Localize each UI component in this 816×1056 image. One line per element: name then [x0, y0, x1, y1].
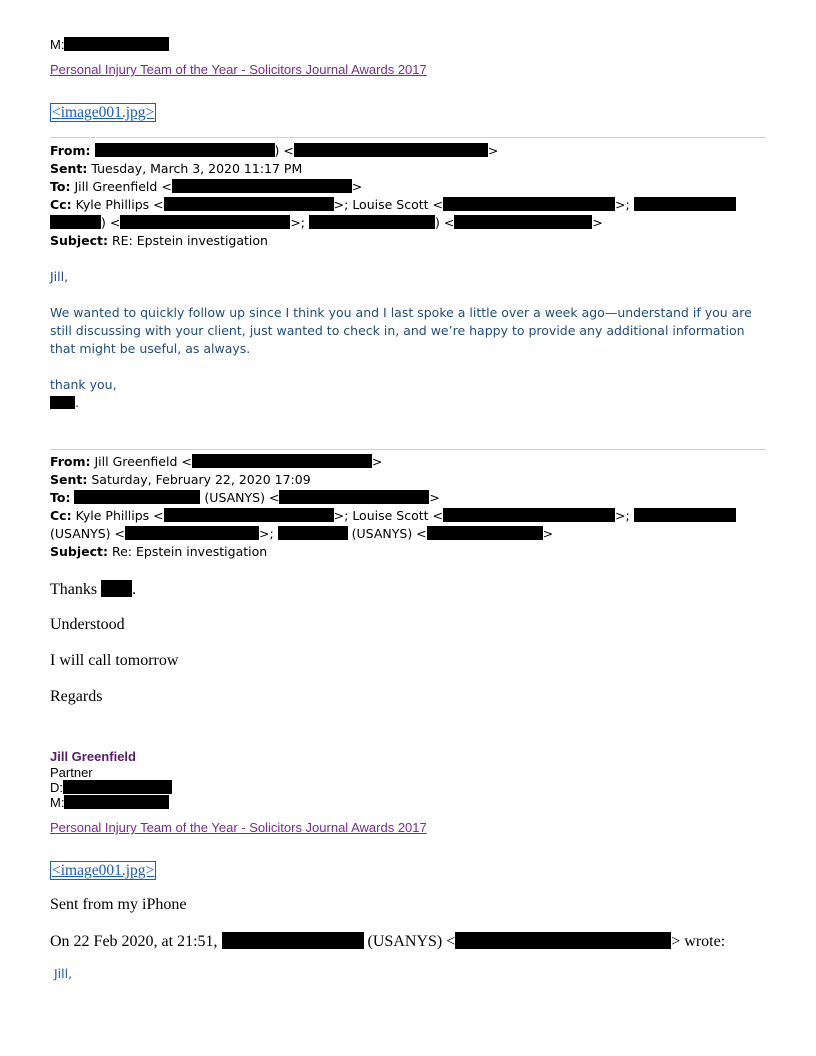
email2-line-call: I will call tomorrow — [50, 652, 179, 669]
from-label: From: — [50, 454, 91, 469]
cc-part1: Kyle Phillips < — [75, 508, 164, 523]
to-label: To: — [50, 179, 71, 194]
cc-line2-d: > — [592, 215, 603, 230]
email2-line-regards: Regards — [50, 688, 103, 705]
cc-label: Cc: — [50, 508, 72, 523]
cc-line2-c: ) < — [435, 215, 455, 230]
email1-to-line — [50, 179, 362, 194]
redaction-block — [634, 508, 736, 522]
redaction-block — [222, 932, 364, 949]
redaction-block — [634, 197, 736, 211]
image-attachment-link[interactable]: <image001.jpg> — [52, 862, 155, 879]
signature-m-line — [50, 795, 169, 810]
cc-line2-a: (USANYS) < — [50, 526, 125, 541]
redaction-block — [443, 197, 615, 211]
to-end: > — [429, 490, 440, 505]
subject-label: Subject: — [50, 544, 108, 559]
email2-subject-line — [50, 544, 267, 559]
m-label: M: — [50, 37, 65, 52]
email2-thanks — [50, 580, 136, 599]
redaction-block — [95, 143, 275, 157]
to-label: To: — [50, 490, 71, 505]
subject-label: Subject: — [50, 233, 108, 248]
email1-cc-line — [50, 197, 736, 212]
sent-label: Sent: — [50, 161, 88, 176]
signature-title: Partner — [50, 765, 93, 780]
redaction-block — [120, 215, 290, 229]
email2-sent-line — [50, 472, 311, 487]
redaction-block — [172, 179, 352, 193]
signature-image-placeholder — [50, 862, 156, 880]
to-mid: (USANYS) < — [204, 490, 280, 505]
redaction-block — [192, 454, 372, 468]
email1-sent-line — [50, 161, 302, 176]
email1-body: We wanted to quickly follow up since I think you and I last spoke a little over a week ago—understand if you are still discussing with your client, just wanted to check in, and we’re happy to provide any additional information that might be useful, as always. — [50, 305, 752, 356]
redaction-block — [125, 526, 259, 540]
subject-value: RE: Epstein investigation — [111, 233, 268, 248]
divider — [50, 137, 766, 138]
redaction-block — [279, 490, 429, 504]
redaction-block — [101, 580, 132, 597]
redaction-block — [443, 508, 615, 522]
quoted-greeting: Jill, — [54, 966, 73, 981]
email1-greeting: Jill, — [50, 269, 69, 284]
email1-subject-line — [50, 233, 268, 248]
redaction-block — [164, 508, 334, 522]
signature-award-line — [50, 820, 427, 835]
thanks-dot: . — [132, 581, 137, 598]
quoted-mid: (USANYS) < — [367, 933, 456, 950]
cc-line2-c: (USANYS) < — [351, 526, 427, 541]
signoff-dot: . — [75, 395, 79, 410]
redaction-block — [50, 215, 101, 229]
sent-value: Saturday, February 22, 2020 17:09 — [91, 472, 311, 487]
award-link[interactable]: Personal Injury Team of the Year - Solicitors Journal Awards 2017 — [50, 62, 427, 77]
redaction-block — [50, 396, 75, 409]
email2-to-line — [50, 490, 440, 505]
email2-line-understood: Understood — [50, 616, 125, 633]
sent-value: Tuesday, March 3, 2020 11:17 PM — [91, 161, 303, 176]
redaction-block — [74, 490, 200, 504]
quoted-prefix: On 22 Feb 2020, at 21:51, — [50, 933, 218, 950]
divider — [50, 449, 766, 450]
award-link[interactable]: Personal Injury Team of the Year - Solicitors Journal Awards 2017 — [50, 820, 427, 835]
cc-part2: >; Louise Scott < — [333, 197, 443, 212]
email2-cc-line — [50, 508, 736, 523]
d-label: D: — [50, 780, 63, 795]
to-value: Jill Greenfield < — [74, 179, 172, 194]
cc-part3: >; — [614, 508, 630, 523]
image-attachment-link[interactable]: <image001.jpg> — [52, 104, 155, 121]
thanks-text: Thanks — [50, 581, 98, 598]
from-suffix: ) < — [274, 143, 294, 158]
cc-part1: Kyle Phillips < — [75, 197, 164, 212]
redaction-block — [294, 143, 488, 157]
from-label: From: — [50, 143, 91, 158]
email2-cc-line2 — [50, 526, 553, 541]
redaction-block — [454, 215, 592, 229]
signature-d-line — [50, 780, 172, 795]
redaction-block — [455, 932, 671, 949]
email2-from-line — [50, 454, 382, 469]
top-award-line — [50, 62, 427, 77]
signature-name: Jill Greenfield — [50, 749, 136, 764]
redaction-block — [64, 37, 169, 51]
cc-part3: >; — [614, 197, 630, 212]
from-value: Jill Greenfield < — [94, 454, 192, 469]
redaction-block — [427, 526, 543, 540]
cc-part2: >; Louise Scott < — [333, 508, 443, 523]
subject-value: Re: Epstein investigation — [111, 544, 268, 559]
m-label: M: — [50, 795, 65, 810]
sent-from-iphone: Sent from my iPhone — [50, 896, 187, 913]
email1-signoff — [50, 394, 79, 412]
redaction-block — [64, 795, 169, 809]
cc-line2-d: > — [542, 526, 554, 541]
redaction-block — [164, 197, 334, 211]
email1-from-line — [50, 143, 498, 158]
redaction-block — [309, 215, 435, 229]
redaction-block — [63, 780, 172, 794]
cc-label: Cc: — [50, 197, 72, 212]
cc-line2-b: >; — [290, 215, 306, 230]
from-end: > — [487, 143, 499, 158]
email1-closing: thank you, — [50, 377, 117, 392]
to-end: > — [351, 179, 363, 194]
top-m-line — [50, 37, 169, 52]
cc-line2-b: >; — [259, 526, 274, 541]
redaction-block — [278, 526, 348, 540]
sent-label: Sent: — [50, 472, 88, 487]
email1-cc-line2 — [50, 215, 603, 230]
quoted-suffix: > wrote: — [671, 933, 726, 950]
cc-line2-a: ) < — [101, 215, 121, 230]
from-end: > — [371, 454, 383, 469]
quoted-header — [50, 932, 725, 951]
top-image-placeholder — [50, 104, 156, 122]
